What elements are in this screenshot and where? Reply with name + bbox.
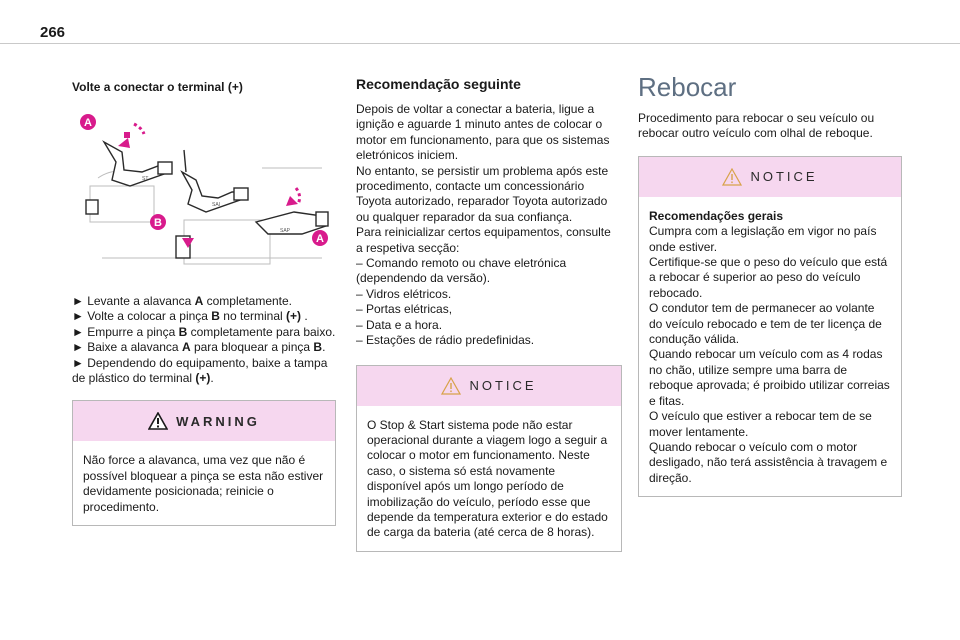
- towing-notice-heading: Recomendações gerais: [649, 208, 784, 223]
- towing-notice-line: O condutor tem de permanecer ao volante do veículo rebocado e tem de ter licença de condução válida.: [649, 301, 882, 347]
- notice-box-stop-start: [356, 365, 622, 552]
- notice-label: NOTICE: [469, 378, 537, 393]
- text-line: ignição e aguarde 1 minuto antes de colocar o: [356, 117, 603, 132]
- warning-header: [73, 401, 335, 441]
- label-a-right: A: [316, 233, 324, 245]
- column-recommendation: [356, 72, 622, 552]
- towing-intro: Procedimento para rebocar o seu veículo ou rebocar outro veículo com olhal de reboque.: [638, 111, 875, 141]
- notice-triangle-icon: [722, 168, 742, 186]
- towing-notice-label: NOTICE: [750, 169, 818, 185]
- text-line: procedimento, contacte um concessionário: [356, 179, 585, 194]
- towing-notice-line: Quando rebocar um veículo com as 4 rodas no chão, utilize sempre uma barra de reboque aprovada; é proibido utilizar correias e fitas.: [649, 347, 890, 408]
- recommendation-text: [356, 102, 622, 349]
- text-line: No entanto, se persistir um problema após este: [356, 163, 609, 178]
- column-towing: [638, 72, 902, 497]
- reconnect-subheading: Volte a conectar o terminal (+): [72, 80, 243, 94]
- notice-text: O Stop & Start sistema pode não estar operacional durante a viagem logo a seguir a colocar o motor em funcionamento. Neste caso, o sistema só está novamente disponível após um longo período de imobilização do veículo, período esse que depende da temperatura exterior e do estado de carga da bateria (até cerca de 8 horas).: [367, 417, 608, 540]
- towing-notice-line: Cumpra com a legislação em vigor no país onde estiver.: [649, 224, 877, 254]
- text-line: eletrónicos iniciem.: [356, 148, 459, 163]
- towing-notice-header: [639, 157, 901, 197]
- warning-box: [72, 400, 336, 526]
- notice-header: [357, 366, 621, 406]
- recommendation-title: Recomendação seguinte: [356, 76, 521, 92]
- column-reconnect: [72, 72, 336, 526]
- towing-notice-body: [639, 197, 901, 496]
- step-2: ► Volte a colocar a pinça B no terminal (+) .: [72, 309, 308, 324]
- label-a-top: A: [84, 117, 92, 129]
- text-line: – Data e a hora.: [356, 317, 443, 332]
- text-line: a respetiva secção:: [356, 240, 460, 255]
- towing-notice-line: Certifique-se que o peso do veículo que está a rebocar é superior ao peso do veículo rebocado.: [649, 255, 888, 300]
- step-4: ► Baixe a alavanca A para bloquear a pinça B.: [72, 340, 326, 355]
- text-line: – Portas elétricas,: [356, 302, 453, 317]
- warning-triangle-icon: [148, 412, 168, 430]
- text-line: motor em funcionamento, para que os sistemas: [356, 132, 610, 147]
- text-line: – Estações de rádio predefinidas.: [356, 333, 535, 348]
- warning-text: Não force a alavanca, uma vez que não é possível bloquear a pinça se esta não estiver devidamente posicionada; reinicie o procedimento.: [83, 453, 324, 514]
- step-1: ► Levante a alavanca A completamente.: [72, 294, 293, 308]
- text-line: – Vidros elétricos.: [356, 286, 452, 301]
- small-mark-3: SAP: [280, 228, 291, 234]
- towing-title: Rebocar: [638, 72, 737, 102]
- page-number: 266: [40, 24, 66, 41]
- battery-terminal-illustration: [72, 108, 336, 286]
- header-divider: [0, 43, 960, 44]
- small-mark-2: SAI: [212, 202, 221, 208]
- notice-triangle-icon: [441, 377, 461, 395]
- text-line: Depois de voltar a conectar a bateria, ligue a: [356, 102, 595, 116]
- small-mark-1: ST: [142, 176, 149, 182]
- step-5: ► Dependendo do equipamento, baixe a tampa de plástico do terminal (+).: [72, 355, 328, 386]
- label-b: B: [154, 217, 162, 229]
- warning-label: WARNING: [176, 413, 260, 429]
- towing-notice-line: O veículo que estiver a rebocar tem de se mover lentamente.: [649, 409, 872, 439]
- text-line: ou qualquer reparador da sua confiança.: [356, 209, 573, 224]
- text-line: – Comando remoto ou chave eletrónica: [356, 256, 567, 271]
- reconnect-steps: [72, 294, 336, 386]
- towing-notice-line: Quando rebocar o veículo com o motor desligado, não terá assistência à travagem e direção.: [649, 439, 888, 485]
- step-3: ► Empurre a pinça B completamente para baixo.: [72, 324, 336, 339]
- text-line: (dependendo da versão).: [356, 271, 491, 286]
- notice-box-towing: [638, 156, 902, 497]
- text-line: Para reinicializar certos equipamentos, consulte: [356, 225, 611, 240]
- text-line: Toyota autorizado, reparador Toyota autorizado: [356, 194, 608, 209]
